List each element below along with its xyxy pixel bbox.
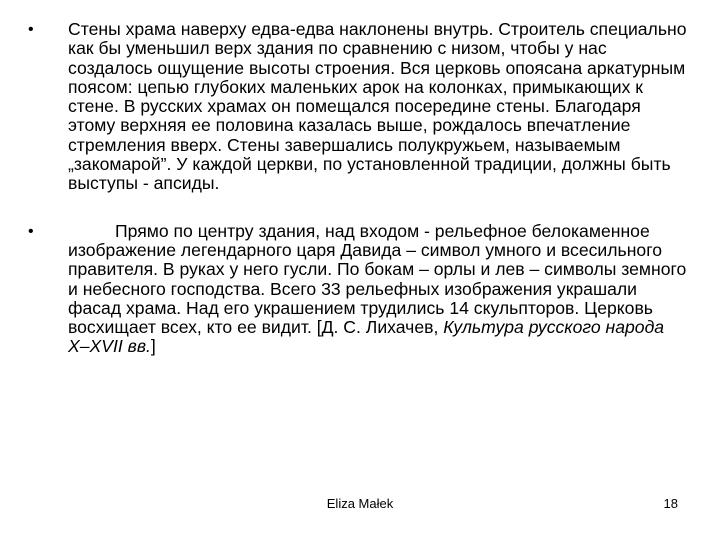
bullet-list — [28, 20, 688, 357]
bullet-marker: • — [28, 222, 34, 240]
bullet-marker: • — [28, 21, 34, 38]
bullet-item-relief-david — [28, 222, 688, 357]
bullet-text — [68, 222, 688, 357]
bullet-item-church-walls — [28, 20, 688, 194]
citation-title: Культура русского народа X–XVII вв. — [68, 317, 665, 357]
bullet-text-main: Прямо по центру здания, над входом - рельефное белокаменное изображение легендарного царя Давида – символ умного и всесильного правителя. В руках у него гусли. По бокам – орлы и лев – символы земного и небесного господства. Всего 33 рельефных изображения украшали фасад храма. Над его украшением трудились 14 скульпторов. Церковь восхищает всех, кто ее видит. [Д. С. Лихачев, — [68, 220, 687, 338]
footer-author: Eliza Małek — [326, 496, 394, 511]
citation-close: ] — [150, 336, 156, 357]
page-number: 18 — [663, 496, 678, 511]
bullet-text: Стены храма наверху едва-едва наклонены внутрь. Строитель специально как бы уменьшил верх здания по сравнению с низом, чтобы у нас создалось ощущение высоты строения. Вся церковь опоясана аркатурным поясом: цепью глубоких маленьких арок на колонках, примыкающих к стене. В русских храмах он помещался посередине стены. Благодаря этому верхняя ее половина казалась выше, рождалось впечатление стремления вверх. Стены завершались полукружьем, называемым „закомарой”. У каждой церкви, по установленной традиции, должны быть выступы - апсиды. — [68, 19, 687, 194]
